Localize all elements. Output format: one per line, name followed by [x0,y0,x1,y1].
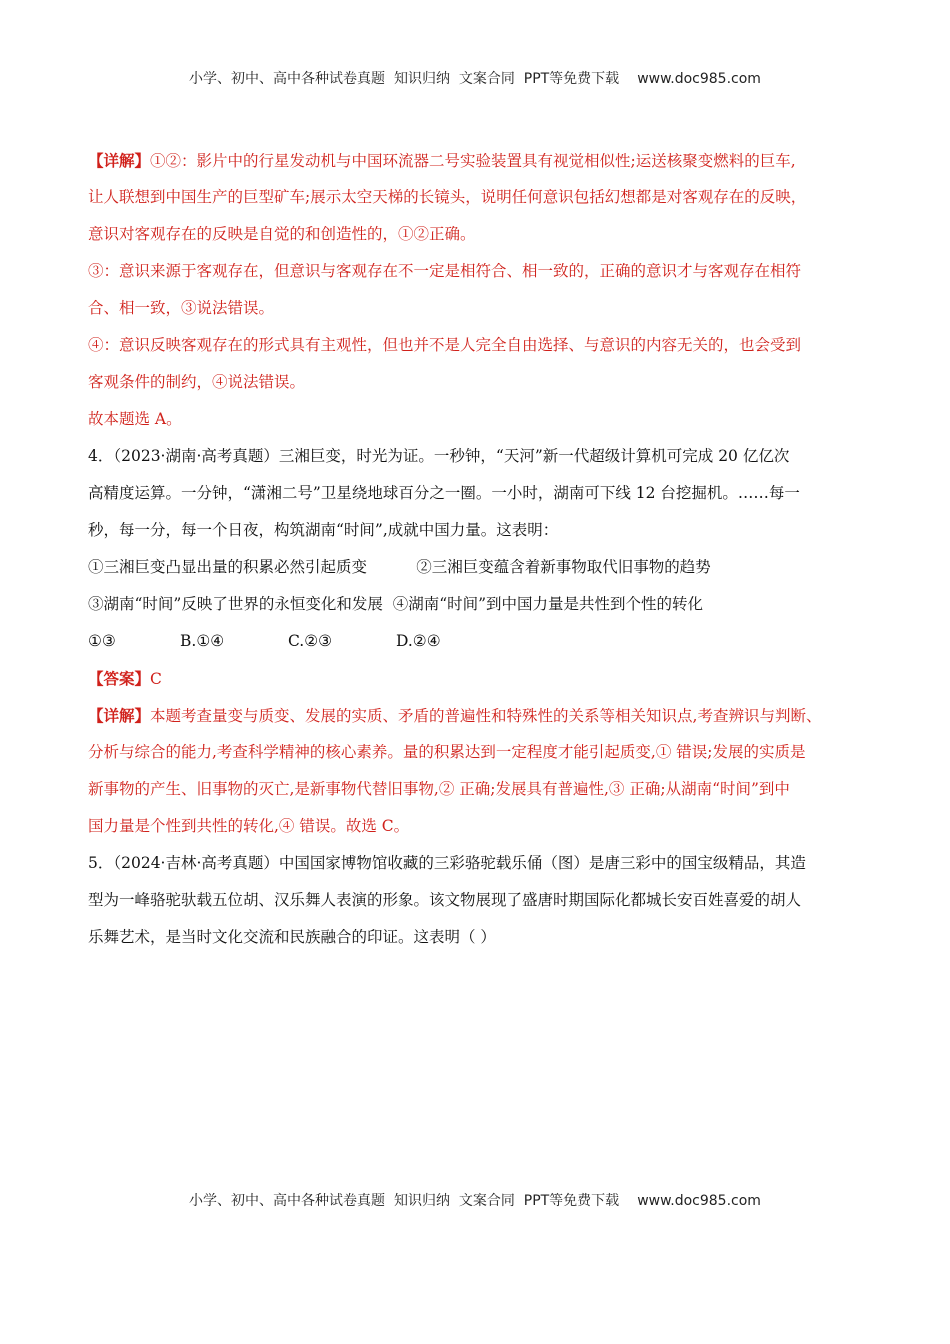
question-stem-line: 秒，每一分，每一个日夜，构筑湖南“时间”,成就中国力量。这表明： [88,521,559,539]
page-header [0,68,950,88]
detail-tag: 【详解】 [88,706,151,725]
q3-detail-line: ③：意识来源于客观存在，但意识与客观存在不一定是相符合、相一致的，正确的意识才与客观存在相符 [88,262,802,280]
answer-tag: 【答案】 [88,669,151,688]
option-d: D.②④ [396,632,441,650]
q3-detail-line: 合、相一致，③说法错误。 [88,299,275,317]
header-url[interactable]: www.doc985.com [637,71,761,87]
q4-detail-line: 【详解】本题考查量变与质变、发展的实质、矛盾的普遍性和特殊性的关系等相关知识点,考查辨识与判断、 [88,706,822,725]
question-stem-line: 乐舞艺术，是当时文化交流和民族融合的印证。这表明（ ） [88,928,496,946]
statement-line: ①三湘巨变凸显出量的积累必然引起质变 ②三湘巨变蕴含着新事物取代旧事物的趋势 [88,558,711,576]
answer-line [88,660,873,697]
question-stem-line: 高精度运算。一分钟，“潇湘二号”卫星绕地球百分之一圈。一小时，湖南可下线 12 台挖掘机。……每一 [88,484,800,502]
footer-url[interactable]: www.doc985.com [637,1193,761,1209]
answer-value: C [150,670,162,688]
q3-conclusion: 故本题选 A。 [88,410,182,428]
q3-detail-line: ④：意识反映客观存在的形式具有主观性，但也并不是人完全自由选择、与意识的内容无关的，也会受到 [88,336,802,354]
question-5 [88,845,873,956]
q4-detail-line: 国力量是个性到共性的转化,④ 错误。故选 C。 [88,817,410,835]
q4-detail-line: 分析与综合的能力,考查科学精神的核心素养。量的积累达到一定程度才能引起质变,① 错误;发展的实质是 [88,743,806,761]
option-b: B.①④ [180,632,225,650]
statement-line: ③湖南“时间”反映了世界的永恒变化和发展 ④湖南“时间”到中国力量是共性到个性的转化 [88,595,704,613]
q3-detail [88,142,873,438]
header-text: 小学、初中、高中各种试卷真题 知识归纳 文案合同 PPT等免费下载 [189,71,620,87]
document-body [88,142,873,956]
q3-detail-line: 【详解】①②：影片中的行星发动机与中国环流器二号实验装置具有视觉相似性;运送核聚变燃料的巨车, [88,151,796,170]
answer-options [88,623,873,660]
question-stem-line: 4．（2023·湖南·高考真题）三湘巨变，时光为证。一秒钟，“天河”新一代超级计算机可完成 20 亿亿次 [88,447,790,465]
question-stem-line: 型为一峰骆驼驮载五位胡、汉乐舞人表演的形象。该文物展现了盛唐时期国际化都城长安百姓喜爱的胡人 [88,891,802,909]
question-4 [88,438,873,845]
option-a: ①③ [88,632,116,650]
q4-detail-line: 新事物的产生、旧事物的灭亡,是新事物代替旧事物,② 正确;发展具有普遍性,③ 正确;从湖南“时间”到中 [88,780,790,798]
question-stem-line: 5．（2024·吉林·高考真题）中国国家博物馆收藏的三彩骆驼载乐俑（图）是唐三彩中的国宝级精品，其造 [88,854,806,872]
detail-tag: 【详解】 [88,151,151,170]
q3-detail-line: 意识对客观存在的反映是自觉的和创造性的，①②正确。 [88,225,476,243]
q3-detail-line: 客观条件的制约，④说法错误。 [88,373,306,391]
q3-detail-line: 让人联想到中国生产的巨型矿车;展示太空天梯的长镜头，说明任何意识包括幻想都是对客观存在的反映， [88,188,807,206]
page-footer [0,1190,950,1210]
option-c: C.②③ [288,632,333,650]
footer-text: 小学、初中、高中各种试卷真题 知识归纳 文案合同 PPT等免费下载 [189,1193,620,1209]
